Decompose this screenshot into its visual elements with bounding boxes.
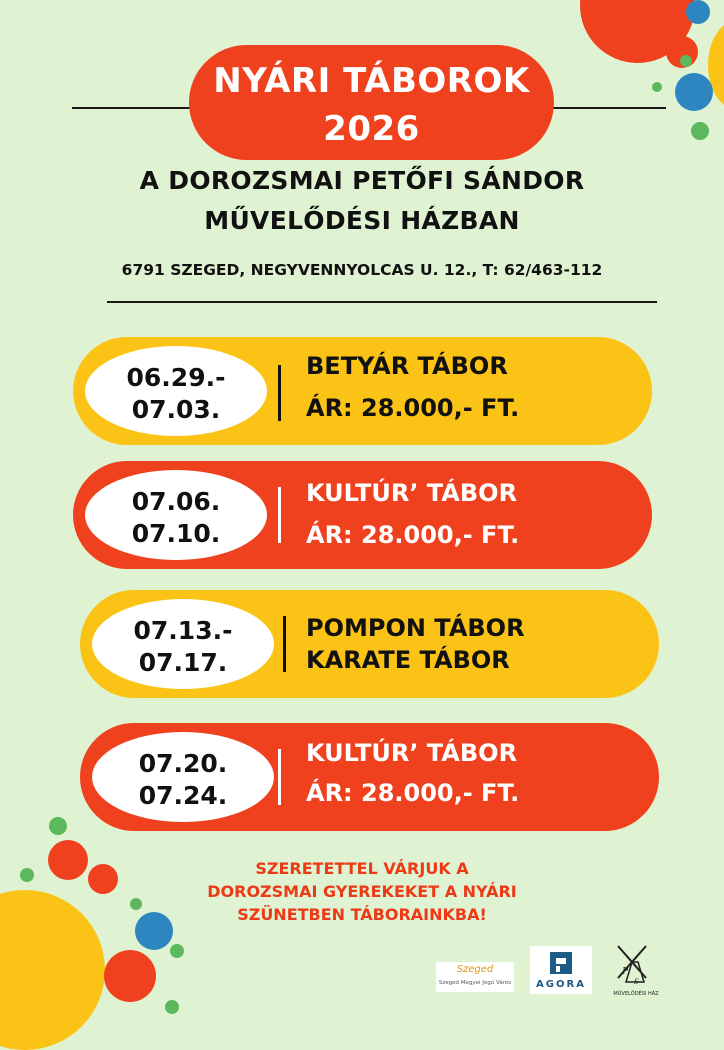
decor-circle-red [88, 864, 118, 894]
camp-card [80, 590, 659, 698]
camp-price: ÁR: 28.000,- FT. [306, 779, 520, 807]
date-end: 07.03. [131, 395, 221, 424]
date-start: 07.06. [131, 487, 221, 516]
szeged-logo-caption: Szeged Megyei Jogú Város [438, 980, 512, 986]
camp-card [73, 461, 652, 569]
decor-circle-green [49, 817, 67, 835]
decor-circle-green [170, 944, 184, 958]
date-start: 07.20. [138, 749, 228, 778]
closing-message [150, 857, 574, 926]
szeged-logo-name: Szeged [456, 964, 494, 975]
date-oval [85, 346, 267, 436]
szeged-logo [436, 962, 514, 992]
date-end: 07.17. [138, 648, 228, 677]
closing-line2: DOROZSMAI GYEREKEKET A NYÁRI [207, 882, 517, 901]
title-pill [189, 45, 554, 160]
petofi-logo [608, 942, 664, 1002]
petofi-logo-caption: MŰVELŐDÉSI HÁZ [613, 991, 659, 997]
date-end: 07.24. [138, 781, 228, 810]
decor-circle-blue [675, 73, 713, 111]
date-start: 06.29.- [126, 363, 226, 392]
camp-name: POMPON TÁBOR [306, 614, 525, 642]
separator [278, 749, 281, 805]
subtitle-line2: MŰVELŐDÉSI HÁZBAN [204, 206, 520, 235]
camp-name: KULTÚR’ TÁBOR [306, 479, 518, 507]
decor-circle-green [652, 82, 662, 92]
agora-logo-name: AGORA [536, 979, 586, 990]
camp-price: ÁR: 28.000,- FT. [306, 521, 520, 549]
date-oval [85, 470, 267, 560]
camp-name-secondary: KARATE TÁBOR [306, 646, 510, 674]
closing-line1: SZERETETTEL VÁRJUK A [255, 859, 469, 878]
decor-circle-green [130, 898, 142, 910]
decor-circle-red [104, 950, 156, 1002]
subtitle-line1: A DOROZSMAI PETŐFI SÁNDOR [139, 166, 585, 195]
address-text: 6791 SZEGED, NEGYVENNYOLCAS U. 12., T: 62/463-112 [121, 261, 603, 279]
header-rule-bottom [107, 301, 657, 303]
decor-circle-green [20, 868, 34, 882]
camp-name: BETYÁR TÁBOR [306, 352, 508, 380]
agora-logo [530, 946, 592, 994]
decor-circle-yellow-large [0, 890, 105, 1050]
camp-price: ÁR: 28.000,- FT. [306, 394, 520, 422]
date-start: 07.13.- [133, 616, 233, 645]
date-oval [92, 732, 274, 822]
decor-circle-green [691, 122, 709, 140]
separator [278, 365, 281, 421]
title-text: NYÁRI TÁBOROK [213, 61, 530, 101]
camp-card [80, 723, 659, 831]
separator [278, 487, 281, 543]
camp-card [73, 337, 652, 445]
closing-line3: SZÜNETBEN TÁBORAINKBA! [237, 905, 487, 924]
title-year: 2026 [323, 109, 420, 149]
camp-name: KULTÚR’ TÁBOR [306, 739, 518, 767]
decor-circle-green [680, 55, 692, 67]
svg-text:P: P [622, 967, 629, 977]
date-end: 07.10. [131, 519, 221, 548]
windmill-icon [608, 942, 664, 990]
decor-circle-red [48, 840, 88, 880]
decor-circle-blue-small [686, 0, 710, 24]
svg-text:S: S [634, 978, 639, 986]
agora-icon [530, 950, 592, 980]
decor-circle-green [165, 1000, 179, 1014]
date-oval [92, 599, 274, 689]
separator [283, 616, 286, 672]
